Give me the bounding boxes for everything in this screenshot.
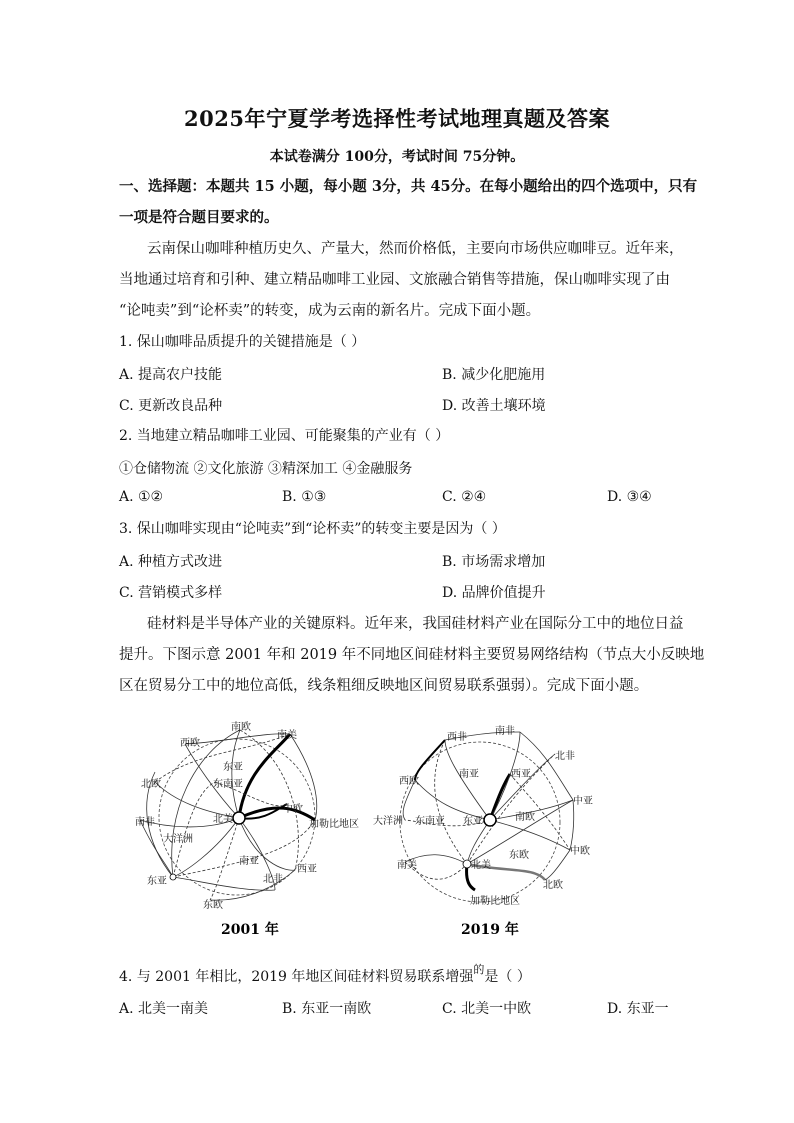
passage1-line3: “论吨卖”到“论杯卖”的转变，成为云南的新名片。完成下面小题。 (119, 303, 541, 319)
question-4-stem-sup: 的 (473, 963, 485, 976)
label-2001-central-europe: 中欧 (283, 804, 303, 815)
passage2-line2: 提升。下图示意 2001 年和 2019 年不同地区间硅材料主要贸易网络结构（节点大小反映地 (119, 647, 705, 663)
trade-network-figure (125, 712, 593, 952)
label-2019-west-africa: 西非 (447, 732, 467, 743)
question-3-option-c: C. 营销模式多样 (119, 585, 223, 601)
passage1-line2: 当地通过培育和引种、建立精品咖啡工业园、文旅融合销售等措施，保山咖啡实现了由 (119, 272, 670, 288)
label-2019-east-asia: 东亚 (463, 816, 483, 827)
label-2001-east-asia-node: 东亚 (147, 876, 167, 887)
passage2-line1: 硅材料是半导体产业的关键原料。近年来，我国硅材料产业在国际分工中的地位日益 (147, 616, 684, 632)
label-2019-south-europe: 南欧 (515, 812, 535, 823)
label-2019-west-asia: 西亚 (511, 769, 531, 780)
label-2001-east-asia: 东亚 (223, 762, 243, 773)
question-4-option-c: C. 北美一中欧 (442, 1001, 532, 1017)
label-2019-central-europe: 中欧 (570, 846, 590, 857)
question-4-option-d: D. 东亚一 (607, 1001, 669, 1017)
passage2-line3: 区在贸易分工中的地位高低，线条粗细反映地区间贸易联系强弱）。完成下面小题。 (119, 678, 649, 694)
label-2001-north-europe: 北欧 (141, 779, 161, 790)
label-2019-south-africa: 南非 (495, 726, 515, 737)
question-2-stem: 2. 当地建立精品咖啡工业园、可能聚集的产业有（ ） (119, 428, 450, 444)
page-title: 2025年宁夏学考选择性考试地理真题及答案 (184, 106, 610, 131)
question-4-option-b: B. 东亚一南欧 (282, 1001, 372, 1017)
label-2019-north-europe: 北欧 (543, 880, 563, 891)
label-2001-south-asia: 南亚 (239, 856, 259, 867)
trade-network-svg (125, 712, 593, 952)
question-3-option-a: A. 种植方式改进 (119, 554, 223, 570)
question-2-option-a: A. ①② (119, 489, 164, 505)
section-instructions-line1: 一、选择题：本题共 15 小题，每小题 3分，共 45分。在每小题给出的四个选项中，只有 (119, 178, 698, 195)
label-2001-south-europe: 南欧 (231, 722, 251, 733)
label-2019-west-europe: 西欧 (399, 776, 419, 787)
label-2001-east-europe: 东欧 (203, 900, 223, 911)
question-4-stem-pre: 4. 与 2001 年相比，2019 年地区间硅材料贸易联系增强 (119, 969, 474, 985)
label-2019-south-asia: 南亚 (459, 769, 479, 780)
question-1-stem: 1. 保山咖啡品质提升的关键措施是（ ） (119, 334, 366, 350)
question-2-items: ①仓储物流 ②文化旅游 ③精深加工 ④金融服务 (119, 461, 413, 477)
caption-2019: 2019 年 (461, 922, 519, 938)
question-4-stem-post: 是（ ） (484, 969, 531, 985)
label-2001-north-america: 北美 (213, 814, 233, 825)
label-2001-south-america: 南美 (277, 730, 297, 741)
label-2001-west-europe: 西欧 (180, 738, 200, 749)
question-3-option-b: B. 市场需求增加 (442, 554, 546, 570)
question-4-option-a: A. 北美一南美 (119, 1001, 209, 1017)
section-instructions-line2: 一项是符合题目要求的。 (119, 209, 279, 226)
question-3-stem: 3. 保山咖啡实现由“论吨卖”到“论杯卖”的转变主要是因为（ ） (119, 521, 506, 537)
label-2001-oceania: 大洋洲 (163, 834, 193, 845)
question-1-option-b: B. 减少化肥施用 (442, 367, 546, 383)
question-2-option-d: D. ③④ (607, 489, 652, 505)
exam-info: 本试卷满分 100分，考试时间 75分钟。 (269, 149, 525, 165)
label-2019-north-america: 北美 (471, 860, 491, 871)
label-2019-central-asia: 中亚 (573, 796, 593, 807)
label-2001-north-africa: 北非 (263, 874, 283, 885)
label-2001-south-africa: 南非 (135, 817, 155, 828)
question-1-option-d: D. 改善土壤环境 (442, 398, 546, 414)
label-2019-north-africa: 北非 (555, 751, 575, 762)
label-2001-caribbean: 加勒比地区 (309, 819, 359, 830)
label-2001-southeast-asia: 东南亚 (213, 779, 243, 790)
passage1-line1: 云南保山咖啡种植历史久、产量大，然而价格低，主要向市场供应咖啡豆。近年来， (147, 241, 684, 257)
label-2019-south-america: 南美 (397, 860, 417, 871)
label-2019-east-europe: 东欧 (509, 850, 529, 861)
label-2019-oceania: 大洋洲 (373, 816, 403, 827)
caption-2001: 2001 年 (221, 922, 279, 938)
label-2001-west-asia: 西亚 (297, 864, 317, 875)
question-3-option-d: D. 品牌价值提升 (442, 585, 546, 601)
question-4-stem (119, 963, 531, 988)
label-2019-caribbean: 加勒比地区 (470, 896, 520, 907)
question-2-option-b: B. ①③ (282, 489, 327, 505)
question-1-option-a: A. 提高农户技能 (119, 367, 223, 383)
question-1-option-c: C. 更新改良品种 (119, 398, 223, 414)
question-2-option-c: C. ②④ (442, 489, 487, 505)
label-2019-southeast-asia: 东南亚 (415, 816, 445, 827)
